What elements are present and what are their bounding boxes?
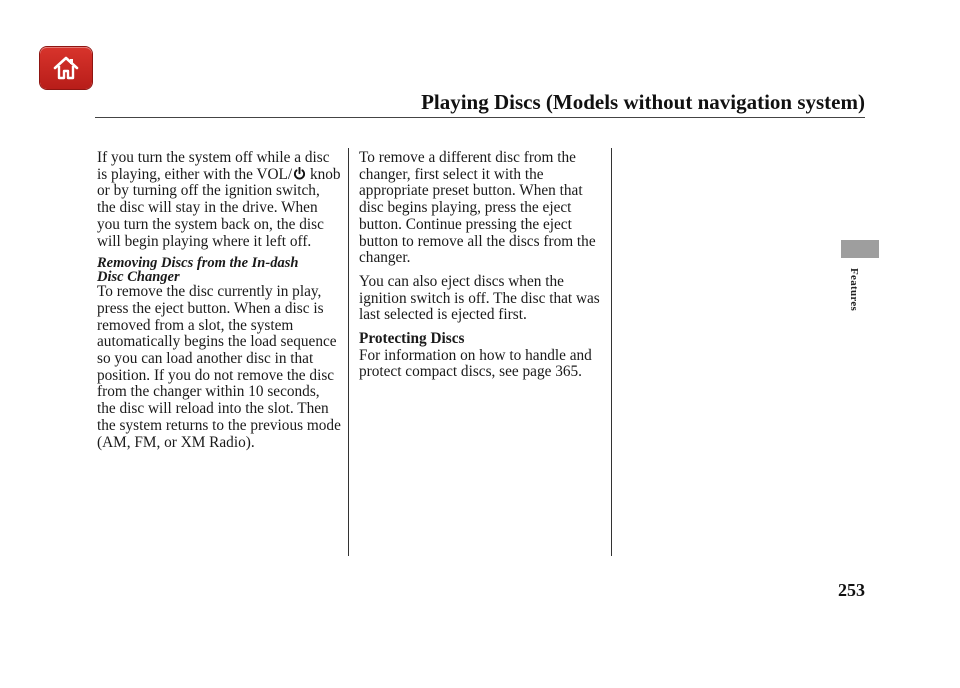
section-tab-marker[interactable]	[841, 240, 879, 258]
power-icon	[293, 167, 306, 180]
paragraph-text: knob or by turning off the ignition switch, the disc will stay in the drive. When you turn the system back on, the disc will begin playing where it left off.	[97, 165, 341, 250]
subheading-line: Removing Discs from the In-dash	[97, 255, 299, 272]
column-divider	[348, 148, 349, 556]
header-divider	[95, 117, 865, 118]
paragraph-text: If you turn the system off while a disc is playing, either with the VOL/	[97, 149, 330, 183]
page-number: 253	[838, 580, 865, 600]
home-button[interactable]	[40, 47, 92, 89]
page-title: Playing Discs (Models without navigation system)	[421, 90, 865, 114]
paragraph-protecting-discs: For information on how to handle and protect compact discs, see page 365.	[359, 346, 592, 381]
paragraph-remove-current-disc: To remove the disc currently in play, press the eject button. When a disc is removed from a slot, the system automatically begins the load sequence so you can load another disc in that position. If you do not remove the disc from the changer within 10 seconds, the disc will reload into the slot. Then the system returns to the previous mode (AM, FM, or XM Radio).	[97, 283, 341, 451]
text-column-2	[359, 150, 604, 388]
subheading-removing-discs	[97, 257, 342, 284]
text-column-1	[97, 150, 342, 458]
heading-protecting-discs: Protecting Discs	[359, 330, 465, 348]
paragraph-eject-ignition-off: You can also eject discs when the ignition switch is off. The disc that was last selected is ejected first.	[359, 272, 600, 324]
paragraph-system-off	[97, 150, 342, 250]
subheading-line: Disc Changer	[97, 268, 180, 285]
home-icon	[52, 54, 80, 82]
column-divider	[611, 148, 612, 556]
paragraph-remove-different-disc: To remove a different disc from the changer, first select it with the appropriate preset button. When that disc begins playing, press the eject button. Continue pressing the eject button to remove all the discs from the changer.	[359, 149, 596, 267]
section-tab-label: Features	[848, 268, 860, 312]
